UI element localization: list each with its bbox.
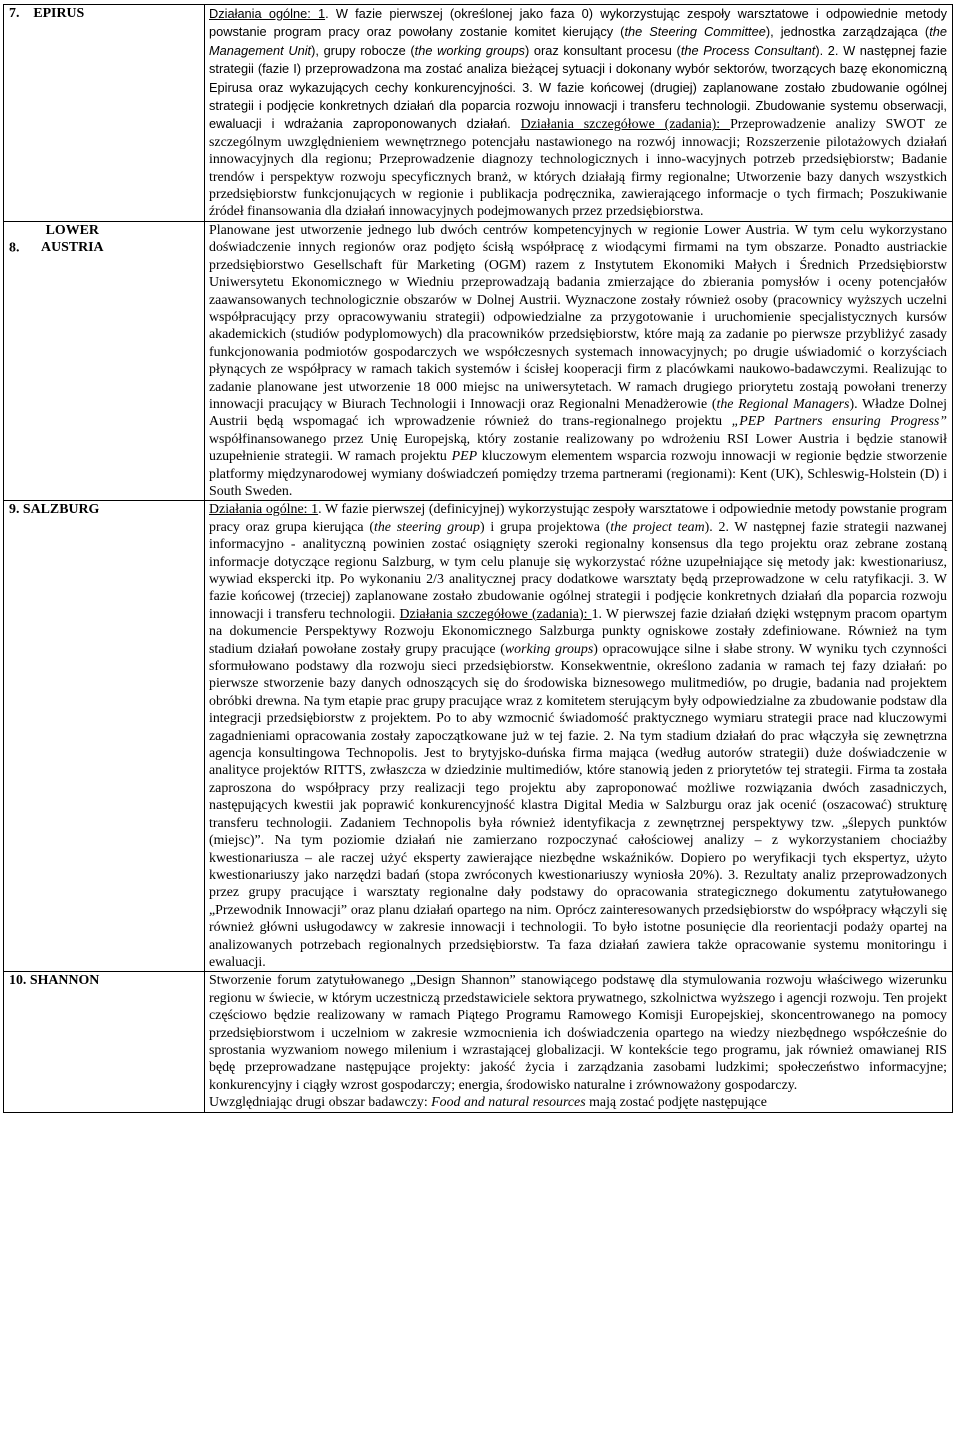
italic-term: Food and natural resources bbox=[431, 1095, 586, 1111]
text-segment: ), grupy robocze ( bbox=[311, 42, 415, 58]
table-row-salzburg bbox=[4, 501, 953, 972]
text-segment: . W fazie pierwszej (określonej jako faza 0) wykorzystując zespoły warsztatowe i odpowiednie metody powstanie program pracy oraz powołany zostanie komitet kierujący ( bbox=[209, 6, 947, 40]
italic-term: „PEP Partners ensuring Progress” bbox=[731, 414, 947, 430]
region-name: SHANNON bbox=[29, 973, 100, 989]
italic-term: the Regional Managers bbox=[716, 396, 850, 412]
region-name: EPIRUS bbox=[33, 6, 85, 21]
region-label-cell bbox=[4, 5, 205, 222]
heading-general-actions: Działania ogólne: 1 bbox=[209, 502, 319, 518]
region-description-cell bbox=[205, 221, 953, 501]
italic-term: working groups bbox=[504, 641, 594, 657]
region-description-cell bbox=[205, 501, 953, 972]
region-name: SALZBURG bbox=[22, 502, 100, 518]
heading-general-actions: Działania ogólne: 1 bbox=[209, 6, 326, 21]
row-number: 7. bbox=[9, 6, 20, 21]
text-segment: ). Władze Dolnej Austrii będą wspomagać ich wprowadzenie również do trans-regionalnego projektu bbox=[209, 396, 947, 430]
text-segment: współfinansowanego przez Unię Europejską, który zostanie realizowany po wdrożeniu RSI Lower Austria i będzie stanowił uzupełnienie strategii. W ramach projektu bbox=[209, 431, 947, 465]
text-segment: ), jednostka zarządzająca ( bbox=[765, 24, 930, 40]
text-segment: Przeprowadzenie analizy SWOT ze szczególnym uwzględnieniem wewnętrznego potencjału nastawionego na rozwój innowacji; Rozszerzenie pilotażowych działań innowacyjnych dla regionu; Przeprowadzenie diagnozy technologicznych i inno-wacyjnych potrzeb przedsiębiorstw; Badanie trendów i perspektyw rozwoju specyficznych branż, w których działają firmy regionalne; Utworzenie bazy danych wszystkich przedsiębiorstw funkcjonujących w regionie i publikacja podręcznika, zawierającego informacje o tych firmach; Poszukiwanie źródeł finansowania dla działań innowacyjnych podejmowanych przez przedsiębiorstwa. bbox=[209, 117, 947, 220]
text-segment: Stworzenie forum zatytułowanego „Design Shannon” stanowiącego podstawę dla stymulowania rozwoju właściwego wizerunku regionu w świecie, w którym uczestniczą przedstawiciele sektora prywatnego, szkolnictwa wyższego i agencji rozwoju. Ten projekt częściowo będzie realizowany w ramach Piątego Programu Ramowego Komisji Europejskiej, skoncentrowanego na pomocy przedsiębiorstwom i uczelniom w zakresie wzmocnienia ich doświadczenia opartego na wiedzy niezbędnego współcześnie do sprostania wyzwaniom nowego milenium i wzrastającej globalizacji. W kontekście tego programu, jak również omawianej RIS będę przeprowadzane następujące projekty: jakość życia i zarządzania zasobami ludzkimi; społeczeństwo informacyjne; konkurencyjny i ciągły wzrost gospodarczy; energia, środowisko naturalne i zrównoważony gospodarczy. bbox=[209, 973, 947, 1093]
text-segment: ). 2. W następnej fazie strategii (fazie I) przeprowadzona ma zostać analiza bieżącej sytuacji i dokonany wybór sektorów, tworzących bazę ekonomiczną Epirusa oraz wykazujących cechy konkurencyjności. 3. W fazie końcowej (drugiej) zaplanowane zostało zbudowanie ogólnej strategii i podjęcie konkretnych działań dla poparcia rozwoju innowacji i transferu technologii. Zbudowanie systemu obserwacji, ewaluacji i wdrażania zaproponowanych działań. bbox=[209, 42, 947, 132]
row-number: 8. bbox=[9, 240, 20, 256]
region-label-cell bbox=[4, 221, 205, 501]
region-description-cell bbox=[205, 972, 953, 1112]
text-segment: mają zostać podjęte następujące bbox=[585, 1095, 767, 1111]
strategy-table bbox=[3, 4, 953, 1113]
italic-term: the Steering Committee bbox=[624, 24, 766, 40]
text-segment: Planowane jest utworzenie jednego lub dwóch centrów kompetencyjnych w regionie Lower Austria. W tym celu wykorzystano doświadczenie innych regionów oraz podjęto ścisłą współpracę z wiodącymi firmami na tym obszarze. Ponadto austriackie przedsiębiorstwo Gesellschaft für Marketing (OGM) razem z Instytutem Ekonomiki Małych i Średnich Przedsiębiorstw Uniwersytetu Ekonomicznego w Wiedniu przeprowadzają badania zmierzające do zbierania pomysłów i oceny potencjałów zaawansowanych technologicznie obszarów w Dolnej Austrii. Wyznaczone zostały również osoby (pracownicy wyższych uczelni współpracujący przy opracowywaniu strategii) odpowiedzialne za przygotowanie i uruchomienie specjalistycznych kursów akademickich (studiów podyplomowych) dla pracowników przedsiębiorstw, które mają za zadanie po pierwsze przybliżyć zasady funkcjonowania podmiotów gospodarczych we współczesnych systemach innowacyjnych; po drugie uświadomić o korzyściach płynących ze współpracy w ramach takich systemów i ścisłej kooperacji firm z placówkami naukowo-badawczymi. Realizując to zadanie planowane jest utworzenie 18 000 miejsc na uniwersytetach. W ramach drugiego priorytetu zostają powołani trenerzy innowacji pracujący w Biurach Technologii i Innowacji oraz Regionalni Menadżerowie ( bbox=[209, 222, 947, 412]
row-number: 10. bbox=[9, 973, 27, 989]
table-row-shannon bbox=[4, 972, 953, 1112]
italic-term: the Process Consultant bbox=[680, 42, 816, 58]
heading-detailed-actions: Działania szczegółowe (zadania): bbox=[520, 117, 731, 133]
region-label-cell bbox=[4, 972, 205, 1112]
text-segment: ) oraz konsultant procesu ( bbox=[524, 42, 681, 58]
text-segment: ) i grupa projektowa ( bbox=[479, 519, 611, 535]
text-segment: kluczowym elementem wsparcia rozwoju innowacji w regionie będzie stworzenie platformy międzynarodowej wymiany doświadczeń pomiędzy trzema partnerami (regionami): Kent (UK), Schleswig-Holstein (D) i South Sweden. bbox=[209, 449, 947, 499]
italic-term: the working groups bbox=[414, 42, 525, 58]
region-name: LOWER AUSTRIA bbox=[41, 222, 104, 256]
heading-detailed-actions: Działania szczegółowe (zadania): bbox=[399, 606, 592, 622]
text-segment: ). 2. W następnej fazie strategii nazwanej informacyjno - analityczną powinien zostać osiągnięty szeroki regionalny konsensus dla tego projektu oraz zebrane zostaną informacje dotyczące regionu Salzburg, w tym celu planuje się wykorzystać różne uzupełniające się metody jak: kwestionariusz, wywiad ekspercki itp. Po wykonaniu 2/3 analitycznej pracy dodatkowe warsztaty będą przeprowadzone w celu ratyfikacji. 3. W fazie końcowej (trzeciej) zaplanowane zostało zbudowanie ogólnej strategii i podjęcie konkretnych działań dla poparcia rozwoju innowacji i transferu technologii. bbox=[209, 519, 948, 622]
region-label-cell bbox=[4, 501, 205, 972]
italic-term: PEP bbox=[451, 449, 478, 465]
text-segment: ) opracowujące silne i słabe strony. W wyniku tych czynności sformułowano podstawy dla rozwoju sieci przedsiębiorstw. Konsekwentnie, określono zadania w ramach tej fazy działań: po pierwsze stworzenie bazy danych odnoszących się do środowiska biznesowego mulitmediów, po drugie, badania nad projektem obróbki drewna. Na tym etapie prac grupy pracujące wraz z komitetem sterującym były odpowiedzialne za zbudowanie podstaw dla integracji przedsiębiorstw z projektem. Po to aby wzmocnić świadomość praktycznego wymiaru strategii prace nad kluczowymi zagadnieniami opracowania zostały zapoczątkowane już w tej fazie. 2. Na tym stadium działań do prac włączyła się zewnętrzna agencja konsultingowa Technopolis. Jest to brytyjsko-duńska firma mająca (według autorów strategii) duże doświadczenie w analityce projektów RITTS, zwłaszcza w dziedzinie multimediów, które stanowią jeden z priorytetów tej strategii. Firma ta została zaproszona do współpracy przy realizacji tego projektu aby zaproponować możliwe rozwiązania dwóch zasadniczych, następujących kwestii jak poprawić konkurencyjność klastra Digital Media w Salzburgu oraz jak ocenić (oszacować) strukturę transferu technologii. Zadaniem Technopolis była również identyfikacja z zewnętrznej perspektywy tzw. „ślepych punktów (miejsc)”. Na tym poziomie działań nie zamierzano rozpoczynać całościowej analizy – z wykorzystaniem chociażby kwestionariusza – ale raczej użyć eksperty zawierające niezbędne wskaźników. Dopiero po weryfikacji tych ekspertyz, użyto kwestionariuszy jako narzędzi badań (stopa zwróconych kwestionariuszy wyniosła 20%). 3. Rezultaty analiz przeprowadzonych przez grupy pracujące i warsztaty regionalne dały podstawy do opracowania strategicznego dokumentu zatytułowanego „Przewodnik Innowacji” oraz planu działań opartego na nim. Oprócz zainteresowanych przedsiębiorstw do współpracy włączyli się również główni usługodawcy w zakresie innowacji i technologii. To było istotne posunięcie dla reorientacji podaży opartej na analizowanych potrzebach regionalnych przedsiębiorstw. Ta faza działań zawiera także opracowanie systemu monitoringu i ewaluacji. bbox=[209, 641, 947, 970]
italic-term: the steering group bbox=[374, 519, 480, 535]
table-row-lower-austria bbox=[4, 221, 953, 501]
italic-term: the Management Unit bbox=[209, 24, 947, 58]
region-description-cell bbox=[205, 5, 953, 222]
text-segment: 1. W pierwszej fazie działań dzięki wstępnym pracom opartym na dokumencie Perspektywy Rozwoju Ekonomicznego Salzburga punkty ogniskowe zostały zdefiniowane. Również na tym stadium działań powołane zostały grupy pracujące ( bbox=[209, 606, 947, 657]
row-number: 9. bbox=[9, 502, 20, 518]
italic-term: the project team bbox=[610, 519, 705, 535]
table-row-epirus bbox=[4, 5, 953, 222]
text-segment: Uwzględniając drugi obszar badawczy: bbox=[209, 1095, 432, 1111]
text-segment: . W fazie pierwszej (definicyjnej) wykorzystując zespoły warsztatowe i odpowiednie metody powstanie program pracy oraz grupa kierująca ( bbox=[209, 502, 948, 535]
